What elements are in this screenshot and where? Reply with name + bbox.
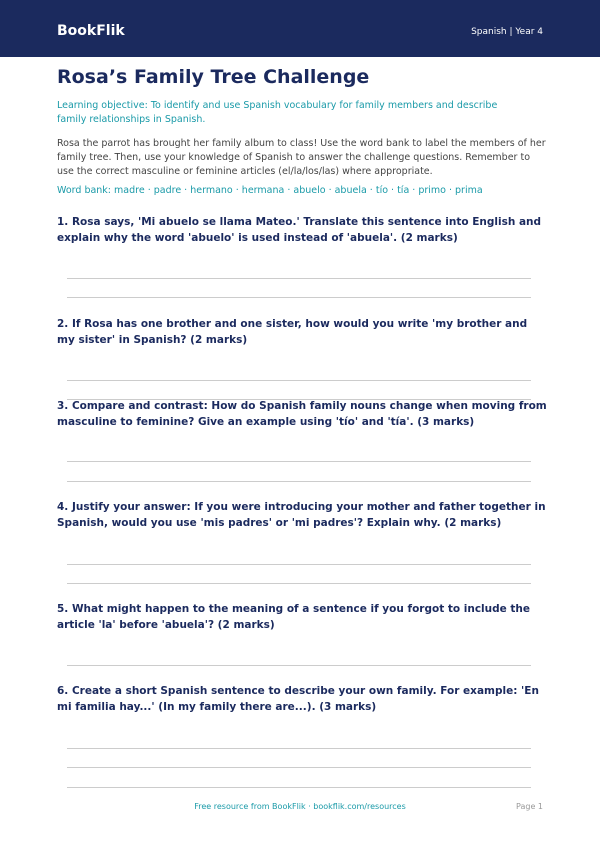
question-4: 4. Justify your answer: If you were introducing your mother and father together in Spanish, would you use 'mis padres' or 'mi padres'? Explain why. (2 marks): [57, 501, 546, 529]
answer-line[interactable]: [67, 297, 531, 298]
intro-paragraph: Rosa the parrot has brought her family album to class! Use the word bank to label the members of her family tree. Then, use your knowledge of Spanish to answer the challenge questions. Remember to use the correct masculine or feminine articles (el/la/los/las) where appropriate.: [57, 138, 546, 177]
question-5: 5. What might happen to the meaning of a sentence if you forgot to include the article 'la' before 'abuela'? (2 marks): [57, 603, 531, 631]
question-2: 2. If Rosa has one brother and one sister, how would you write 'my brother and my sister' in Spanish? (2 marks): [57, 318, 528, 346]
page-number: Page 1: [516, 802, 543, 811]
page-title: Rosa’s Family Tree Challenge: [57, 66, 370, 88]
question-6: 6. Create a short Spanish sentence to describe your own family. For example: 'En mi familia hay...' (In my family there are...). (3 marks): [57, 685, 539, 713]
subject-year-label: Spanish | Year 4: [471, 27, 543, 37]
answer-line[interactable]: [67, 665, 531, 666]
brand-logo: BookFlik: [57, 23, 125, 39]
question-3: 3. Compare and contrast: How do Spanish family nouns change when moving from masculine to feminine? Give an example using 'tío' and 'tía'. (3 marks): [57, 400, 547, 428]
answer-line[interactable]: [67, 564, 531, 565]
answer-line[interactable]: [67, 278, 531, 279]
learning-objective: Learning objective: To identify and use Spanish vocabulary for family members and describe family relationships in Spanish.: [57, 100, 498, 125]
answer-line[interactable]: [67, 767, 531, 768]
answer-line[interactable]: [67, 461, 531, 462]
answer-line[interactable]: [67, 748, 531, 749]
footer-resource-text: Free resource from BookFlik · bookflik.com/resources: [194, 802, 406, 811]
answer-line[interactable]: [67, 787, 531, 788]
answer-line[interactable]: [67, 583, 531, 584]
question-1: 1. Rosa says, 'Mi abuelo se llama Mateo.' Translate this sentence into English and explain why the word 'abuelo' is used instead of 'abuela'. (2 marks): [57, 216, 542, 244]
header-bar: [0, 0, 600, 57]
answer-line[interactable]: [67, 380, 531, 381]
answer-line[interactable]: [67, 481, 531, 482]
word-bank: Word bank: madre · padre · hermano · hermana · abuelo · abuela · tío · tía · primo · prima: [57, 185, 483, 196]
